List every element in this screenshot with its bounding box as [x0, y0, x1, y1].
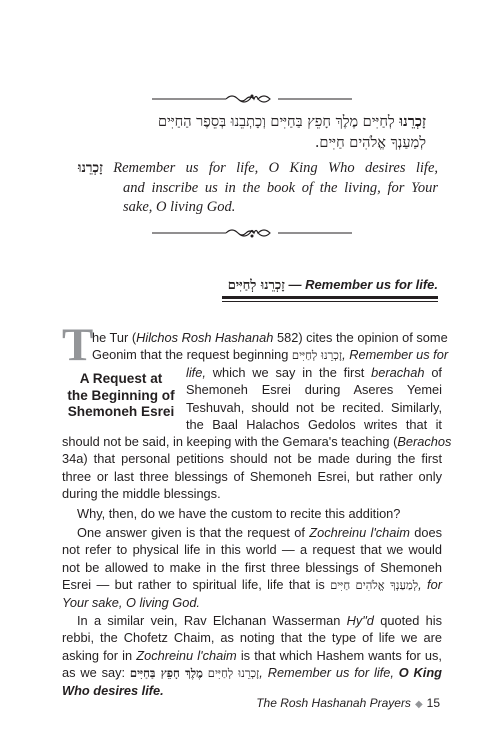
- side-heading: [62, 371, 180, 421]
- paragraph-1-narrow: [186, 364, 442, 433]
- text-span: Your sake, O living God.: [62, 595, 200, 611]
- text-span: Why, then, do we have the custom to recite this addition?: [77, 506, 401, 521]
- paragraph-1-top: [92, 329, 449, 365]
- section-heading-hebrew: זָכְרֵנוּ לְחַיִּים: [227, 278, 285, 293]
- text-span: should not be said, in keeping with the Gemara's teaching (: [62, 434, 398, 449]
- heading-rule-thin: [222, 301, 438, 302]
- text-span: berachah: [371, 365, 425, 380]
- text-span: 34a) that personal petitions should not be made during the first: [62, 451, 442, 467]
- text-span: In a similar vein, Rav Elchanan Wasserman: [77, 613, 347, 628]
- text-span: he Tur (: [92, 330, 137, 345]
- text-span: Shemoneh Esrei: [67, 404, 175, 419]
- text-span: Esrei — but rather to spiritual life, life that is: [62, 576, 331, 592]
- text-span: Geonim that the request beginning: [92, 347, 292, 363]
- section-heading: [222, 277, 438, 302]
- text-span: One answer given is that the request of: [77, 525, 310, 540]
- text-span: , Remember us for life,: [259, 664, 399, 680]
- text-span: Hy"d: [346, 613, 374, 628]
- text-span: not refer to physical life in this world — a request that we would: [62, 542, 442, 558]
- section-heading-english: — Remember us for life.: [284, 277, 438, 292]
- diamond-icon: ◆: [414, 699, 423, 710]
- drop-cap: T: [62, 319, 94, 371]
- english-verse-line3: sake, O living God.: [123, 199, 236, 215]
- text-span: Zochreinu l'chaim: [309, 525, 410, 540]
- text-span: life,: [186, 365, 206, 380]
- text-span: זָכְרֵנוּ לְחַיִּים: [207, 665, 260, 680]
- english-verse-line1: Remember us for life, O King Who desires life,: [113, 160, 439, 176]
- english-verse-line2: and inscribe us in the book of the living, for Your: [123, 179, 438, 196]
- page-number: 15: [426, 696, 440, 710]
- text-span: is that which Hashem wants for us,: [236, 647, 442, 663]
- text-span: O King: [398, 664, 442, 680]
- text-span: 582) cites the opinion of some: [273, 330, 448, 345]
- text-span: Zochreinu l'chaim: [136, 647, 237, 663]
- text-span: Berachos: [397, 434, 452, 449]
- text-span: , Remember us for: [342, 347, 449, 363]
- hebrew-verse-line1: לְחַיִּים מֶלֶךְ חָפֵץ בַּחַיִּים וְכָתְבֵנוּ בְּסֵפֶר הַחַיִּים: [157, 114, 395, 130]
- text-span: לְמַעַנְךָ אֱלֹהִים חַיִּים: [330, 577, 419, 592]
- text-span: does: [409, 525, 442, 540]
- text-span: Who desires life.: [62, 683, 164, 699]
- text-span: זָכְרֵנוּ לְחַיִּים: [291, 348, 343, 363]
- text-span: the Beginning of: [67, 387, 175, 403]
- text-span: three or last three blessings of Shemoneh Esrei, but rather only: [62, 468, 442, 484]
- hebrew-verse: [84, 111, 426, 154]
- top-ornament-icon: [152, 92, 352, 106]
- text-span: asking for in: [62, 647, 137, 663]
- text-span: not be allowed to make in the first three blessings of Shemoneh: [62, 559, 442, 575]
- heading-rule-thick: [222, 296, 438, 299]
- hebrew-verse-line2: לְמַעַנְךָ אֱלֹהִים חַיִּים.: [314, 135, 426, 151]
- paragraph-1-bottom: [62, 433, 452, 502]
- paragraph-2: [77, 505, 442, 522]
- page-footer: [240, 696, 440, 710]
- bottom-ornament-icon: [152, 226, 352, 240]
- text-span: A Request at: [79, 371, 163, 386]
- text-span: Teshuvah, should not be recited. Similarly,: [186, 399, 442, 415]
- text-span: as we say:: [62, 664, 130, 680]
- english-verse-hebrew-lead: זָכְרֵנוּ: [78, 160, 103, 176]
- hebrew-verse-lead: זָכְרֵנוּ: [399, 113, 426, 130]
- text-span: מֶלֶךְ חָפֵץ בַּחַיִּים: [129, 665, 203, 680]
- text-span: during the middle blessings.: [62, 485, 221, 501]
- text-span: which we say in the first: [205, 365, 372, 380]
- paragraph-4: [62, 612, 442, 699]
- english-verse: [78, 159, 438, 218]
- paragraph-3: [62, 524, 442, 611]
- text-span: of: [424, 365, 442, 380]
- text-span: , for: [418, 576, 442, 592]
- footer-title: The Rosh Hashanah Prayers: [256, 696, 411, 710]
- text-span: the Baal Halachos Gedolos writes that it: [186, 416, 442, 432]
- text-span: quoted his: [373, 613, 442, 628]
- text-span: Shemoneh Esrei during Aseres Yemei: [186, 382, 442, 398]
- text-span: rebbi, the Chofetz Chaim, as noting that the type of life we are: [62, 630, 442, 646]
- text-span: Hilchos Rosh Hashanah: [136, 330, 274, 345]
